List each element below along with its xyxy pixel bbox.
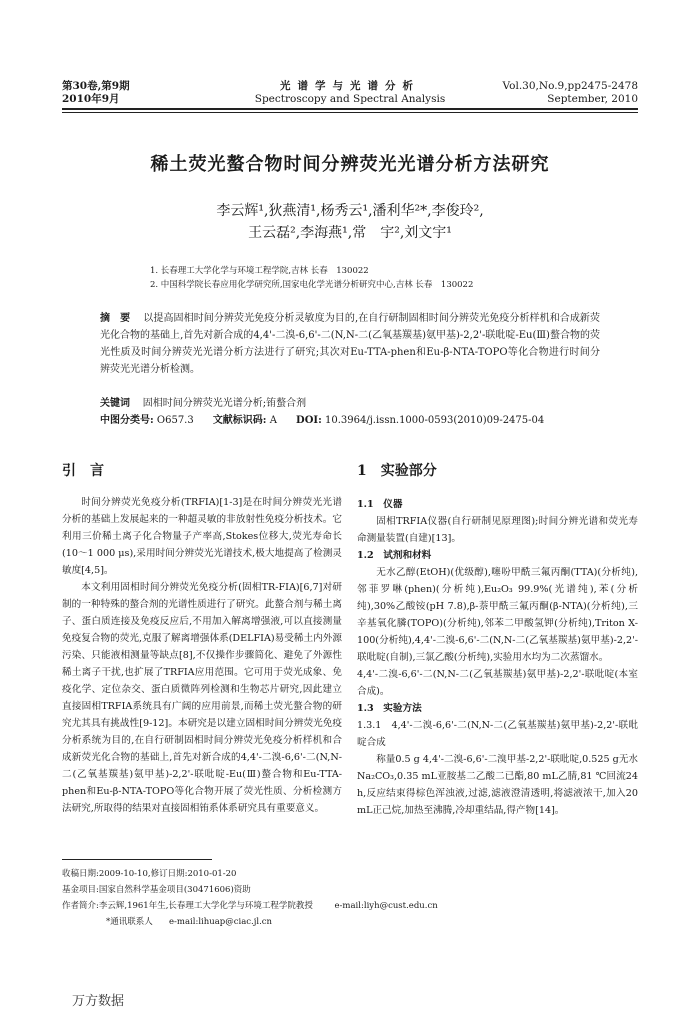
journal-volume-header — [62, 80, 130, 106]
clc-label: 中图分类号: — [100, 415, 154, 426]
date-en: September, 2010 — [547, 93, 638, 105]
date-cn: 2010年9月 — [62, 93, 120, 105]
received-date: 收稿日期:2009-10-10,修订日期:2010-01-20 — [62, 869, 237, 879]
abstract-label: 摘 要 — [100, 313, 131, 324]
author-list — [62, 200, 638, 244]
journal-name-en: Spectroscopy and Spectral Analysis — [254, 93, 446, 105]
right-column — [357, 496, 638, 819]
volume-en: Vol.30,No.9,pp2475-2478 — [502, 80, 638, 92]
doc-code-value: A — [269, 415, 277, 426]
journal-issue-header — [503, 80, 638, 106]
journal-name-header — [200, 80, 500, 106]
watermark: 万方数据 — [72, 994, 125, 1009]
abstract-text: 以提高固相时间分辨荧光免疫分析灵敏度为目的,在自行研制固相时间分辨荧光免疫分析样机和合成新荧光化合物的基础上,首先对新合成的4,4'-二溴-6,6'-二(N,N-二(乙氧基羰基)氨甲基)-2,2'-联吡啶-Eu(Ⅲ)螯合物的荧光性质及时间分辨荧光光谱分析方法进行了研究;其次对Eu-TTA-phen和Eu-β-NTA-TOPO等化合物进行时间分辨荧光光谱分析检测。 — [100, 313, 601, 375]
footnotes — [62, 866, 638, 930]
fund-info: 基金项目:国家自然科学基金项目(30471606)资助 — [62, 885, 251, 895]
header-rule-thin — [62, 112, 638, 113]
section-1-2-text-2: 4,4'-二溴-6,6'-二(N,N-二(乙氧基羰基)氨甲基)-2,2'-联吡啶(本室合成)。 — [357, 669, 638, 697]
affiliation-2: 2. 中国科学院长春应用化学研究所,国家电化学光谱分析研究中心,吉林 长春 130022 — [150, 280, 474, 290]
corresponding-label: *通讯联系人 — [106, 917, 153, 927]
affiliations — [150, 264, 610, 292]
footnote-rule — [62, 859, 212, 860]
section-1-1-title: 1.1 仪器 — [357, 499, 403, 510]
abstract — [100, 310, 600, 378]
section-1-3-title: 1.3 实验方法 — [357, 703, 422, 714]
keywords-label: 关键词 — [100, 398, 130, 409]
doc-code-label: 文献标识码: — [212, 415, 267, 426]
section-1-2-title: 1.2 试剂和材料 — [357, 550, 432, 561]
clc-value: O657.3 — [156, 415, 194, 426]
section-1-3-1-title: 1.3.1 4,4'-二溴-6,6'-二(N,N-二(乙氧基羰基)氨甲基)-2,2'-联吡啶合成 — [357, 720, 638, 748]
keywords-block — [100, 395, 600, 429]
doi-value: 10.3964/j.issn.1000-0593(2010)09-2475-04 — [324, 415, 545, 426]
doi-label: DOI: — [296, 415, 322, 426]
section-1-1-text: 固相TRFIA仪器(自行研制见原理图);时间分辨光谱和荧光寿命测量装置(自建)[13]。 — [357, 516, 638, 544]
intro-paragraph-1: 时间分辨荧光免疫分析(TRFIA)[1-3]是在时间分辨荧光光谱分析的基础上发展起来的一种超灵敏的非放射性免疫分析技术。它利用三价稀土离子化合物量子产率高,Stokes位移大,荧光寿命长(10～1 000 μs),采用时间分辨荧光光谱技术,极大地提高了检测灵敏度[4,5]。 — [62, 497, 342, 576]
author-line-2: 王云磊²,李海燕¹,常 宇²,刘文宇¹ — [248, 225, 452, 241]
author-bio: 作者简介:李云辉,1961年生,长春理工大学化学与环境工程学院教授 — [62, 901, 313, 911]
journal-name-cn: 光谱学与光谱分析 — [280, 80, 420, 92]
volume-cn: 第30卷,第9期 — [62, 80, 130, 92]
header-rule — [62, 108, 638, 110]
intro-heading: 引 言 — [62, 463, 104, 479]
experimental-heading: 1 实验部分 — [357, 463, 437, 479]
paper-title: 稀土荧光螯合物时间分辨荧光光谱分析方法研究 — [150, 154, 550, 175]
section-1-3-1-text: 称量0.5 g 4,4'-二溴-6,6'-二溴甲基-2,2'-联吡啶,0.525 g无水Na₂CO₃,0.35 mL亚胺基二乙酸二已酯,80 mL乙腈,81 ℃回流24 h,反应结束得棕色浑浊液,过滤,滤液澄清透明,将滤液浓干,加入20 mL正己烷,加热至沸腾,冷却重结晶,得产物[14]。 — [357, 754, 639, 816]
intro-paragraph-2: 本文利用固相时间分辨荧光免疫分析(固相TR-FIA)[6,7]对研制的一种特殊的螯合剂的光谱性质进行了研究。此螯合剂与稀土离子、蛋白质连接及免疫反应后,不用加入解离增强液,可以直接测量免疫复合物的荧光,克服了解离增强体系(DELFIA)易受稀土内外源污染、只能液相测量等缺点[8],不仅操作步骤简化、避免了外源性稀土离子干扰,也扩展了TRFIA应用范围。它可用于荧光成象、免疫化学、定位杂交、蛋白质微阵列检测和生物芯片研究,因此建立直接固相TRFIA系统具有广阔的应用前景,而稀土荧光螯合物的研究尤其具有挑战性[9-12]。本研究是以建立固相时间分辨荧光免疫分析系统为目的,在自行研制固相时间分辨荧光免疫分析样机和合成新荧光化合物的基础上,首先对新合成的4,4'-二溴-6,6'-二(N,N-二(乙氧基羰基)氨甲基)-2,2'-联吡啶-Eu(Ⅲ)螯合物和Eu-TTA-phen和Eu-β-NTA-TOPO等化合物开展了荧光性质、分析检测方法研究,所取得的结果对直接固相铕系体系研究具有重要意义。 — [62, 582, 342, 814]
keywords-text: 固相时间分辨荧光光谱分析;铕螯合剂 — [142, 398, 307, 409]
author-line-1: 李云辉¹,狄燕清¹,杨秀云¹,潘利华²*,李俊玲², — [216, 203, 484, 219]
corresponding-email: e-mail:lihuap@ciac.jl.cn — [168, 917, 273, 927]
left-column — [62, 494, 342, 817]
author-email: e-mail:liyh@cust.edu.cn — [334, 901, 438, 911]
affiliation-1: 1. 长春理工大学化学与环境工程学院,吉林 长春 130022 — [150, 266, 369, 276]
section-1-2-text-1: 无水乙醇(EtOH)(优级醇),噻吩甲酰三氟丙酮(TTA)(分析纯),邻菲罗啉(phen)(分析纯),Eu₂O₃ 99.9%(光谱纯),苯(分析纯),30%乙酸铵(pH 7.8),β-萘甲酰三氟丙酮(β-NTA)(分析纯),三辛基氧化膦(TOPO)(分析纯),邻苯二甲酸氢钾(分析纯),Triton X-100(分析纯),4,4'-二溴-6,6'-二(N,N-二(乙氧基羰基)氨甲基)-2,2'-联吡啶(自制),三氯乙酸(分析纯),实验用水均为二次蒸馏水。 — [357, 567, 638, 663]
